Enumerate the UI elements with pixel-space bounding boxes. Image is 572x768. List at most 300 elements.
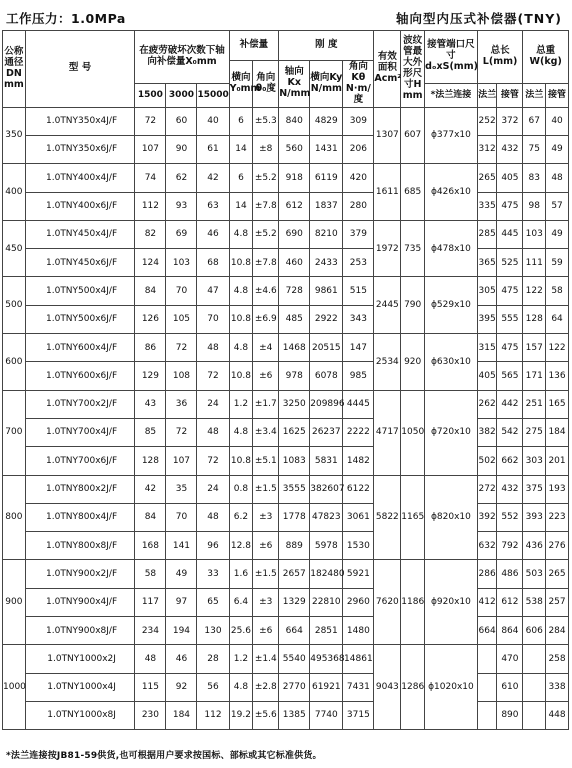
kx-cell: 485 [279,305,310,333]
kt-cell: 3061 [343,503,374,531]
pipe-cell: ϕ478x10 [425,220,478,277]
table-row [3,249,569,277]
f2-cell: 194 [166,617,197,645]
kx-cell: 690 [279,220,310,248]
length-flange-cell: 405 [477,362,497,390]
f3-cell: 63 [197,192,229,220]
length-flange-cell: 272 [477,475,497,503]
f3-cell: 47 [197,277,229,305]
y-cell: 14 [229,192,253,220]
weight-weld-cell: 49 [546,220,569,248]
ky-cell: 1837 [310,192,343,220]
t-cell: ±5.6 [253,701,279,729]
t-cell: ±5.2 [253,164,279,192]
weight-flange-cell: 606 [523,617,546,645]
f1-cell: 48 [135,645,166,673]
y-cell: 10.8 [229,305,253,333]
t-cell: ±3 [253,503,279,531]
weight-flange-cell: 111 [523,249,546,277]
header-lateral-stiffness: 横向Ky N/mm [310,61,343,108]
f2-cell: 141 [166,532,197,560]
ky-cell: 495368 [310,645,343,673]
header-cycles-3000: 3000 [166,83,197,107]
kx-cell: 5540 [279,645,310,673]
model-cell: 1.0TNY700x2J/F [25,390,135,418]
length-weld-cell: 555 [497,305,523,333]
area-cell: 1611 [374,164,401,221]
kx-cell: 728 [279,277,310,305]
kx-cell: 560 [279,135,310,163]
y-cell: 1.6 [229,560,253,588]
kx-cell: 1083 [279,447,310,475]
f2-cell: 103 [166,249,197,277]
od-cell: 1286 [401,645,425,730]
pipe-cell: ϕ630x10 [425,334,478,391]
length-weld-cell: 470 [497,645,523,673]
f3-cell: 24 [197,390,229,418]
table-row [3,645,569,673]
dn-cell: 800 [3,475,26,560]
area-cell: 7620 [374,560,401,645]
kt-cell: 2960 [343,588,374,616]
f1-cell: 124 [135,249,166,277]
f3-cell: 130 [197,617,229,645]
weight-flange-cell: 67 [523,107,546,135]
f1-cell: 58 [135,560,166,588]
length-flange-cell [477,701,497,729]
f3-cell: 70 [197,305,229,333]
table-row [3,107,569,135]
f1-cell: 126 [135,305,166,333]
f3-cell: 48 [197,418,229,446]
weight-flange-cell: 303 [523,447,546,475]
area-cell: 9043 [374,645,401,730]
weight-weld-cell: 338 [546,673,569,701]
f1-cell: 128 [135,447,166,475]
f1-cell: 74 [135,164,166,192]
f1-cell: 86 [135,334,166,362]
header-pipe-size: 接管端口尺寸dₒxS(mm) [425,31,478,84]
pipe-cell: ϕ720x10 [425,390,478,475]
t-cell: ±2.8 [253,673,279,701]
f3-cell: 48 [197,334,229,362]
y-cell: 14 [229,135,253,163]
f1-cell: 85 [135,418,166,446]
f1-cell: 84 [135,503,166,531]
kt-cell: 985 [343,362,374,390]
od-cell: 920 [401,334,425,391]
y-cell: 6.4 [229,588,253,616]
kx-cell: 1329 [279,588,310,616]
y-cell: 4.8 [229,220,253,248]
f3-cell: 46 [197,220,229,248]
kt-cell: 3715 [343,701,374,729]
weight-weld-cell: 122 [546,334,569,362]
pipe-cell: ϕ1020x10 [425,645,478,730]
t-cell: ±1.7 [253,390,279,418]
f3-cell: 96 [197,532,229,560]
area-cell: 2445 [374,277,401,334]
dn-cell: 600 [3,334,26,391]
ky-cell: 61921 [310,673,343,701]
model-cell: 1.0TNY900x8J/F [25,617,135,645]
table-row [3,532,569,560]
length-flange-cell: 312 [477,135,497,163]
header-dn: 公称通径DN mm [3,31,26,108]
f2-cell: 105 [166,305,197,333]
table-row [3,617,569,645]
kx-cell: 1778 [279,503,310,531]
weight-weld-cell: 284 [546,617,569,645]
weight-flange-cell: 436 [523,532,546,560]
kt-cell: 14861 [343,645,374,673]
weight-flange-cell: 503 [523,560,546,588]
length-weld-cell: 432 [497,135,523,163]
f3-cell: 56 [197,673,229,701]
length-flange-cell: 502 [477,447,497,475]
y-cell: 12.8 [229,532,253,560]
ky-cell: 209896 [310,390,343,418]
pipe-cell: ϕ820x10 [425,475,478,560]
model-cell: 1.0TNY400x6J/F [25,192,135,220]
model-cell: 1.0TNY800x8J/F [25,532,135,560]
header-flange-connection-note: *法兰连接 [425,83,478,107]
area-cell: 1972 [374,220,401,277]
y-cell: 6 [229,164,253,192]
t-cell: ±4 [253,334,279,362]
t-cell: ±6 [253,532,279,560]
working-pressure-label: 工作压力：1.0MPa [6,11,126,26]
kt-cell: 309 [343,107,374,135]
weight-flange-cell: 83 [523,164,546,192]
table-row [3,220,569,248]
weight-weld-cell: 257 [546,588,569,616]
t-cell: ±1.5 [253,560,279,588]
area-cell: 1307 [374,107,401,164]
od-cell: 1050 [401,390,425,475]
f1-cell: 112 [135,192,166,220]
ky-cell: 2433 [310,249,343,277]
length-weld-cell: 552 [497,503,523,531]
length-flange-cell: 412 [477,588,497,616]
f3-cell: 72 [197,362,229,390]
kx-cell: 460 [279,249,310,277]
kt-cell: 1482 [343,447,374,475]
length-weld-cell: 662 [497,447,523,475]
weight-weld-cell: 223 [546,503,569,531]
length-weld-cell: 792 [497,532,523,560]
length-flange-cell: 365 [477,249,497,277]
table-row [3,164,569,192]
y-cell: 1.2 [229,645,253,673]
length-weld-cell: 432 [497,475,523,503]
f1-cell: 82 [135,220,166,248]
kx-cell: 978 [279,362,310,390]
kt-cell: 379 [343,220,374,248]
ky-cell: 7740 [310,701,343,729]
f2-cell: 46 [166,645,197,673]
y-cell: 19.2 [229,701,253,729]
weight-flange-cell: 251 [523,390,546,418]
t-cell: ±4.6 [253,277,279,305]
pipe-cell: ϕ377x10 [425,107,478,164]
weight-flange-cell: 98 [523,192,546,220]
page-header [6,7,566,29]
dn-cell: 450 [3,220,26,277]
f3-cell: 28 [197,645,229,673]
kx-cell: 1468 [279,334,310,362]
length-flange-cell: 285 [477,220,497,248]
kx-cell: 1385 [279,701,310,729]
weight-weld-cell: 258 [546,645,569,673]
kt-cell: 253 [343,249,374,277]
f1-cell: 234 [135,617,166,645]
f1-cell: 43 [135,390,166,418]
t-cell: ±1.5 [253,475,279,503]
spec-table-body [3,107,569,730]
ky-cell: 9861 [310,277,343,305]
ky-cell: 5978 [310,532,343,560]
f3-cell: 33 [197,560,229,588]
ky-cell: 182480 [310,560,343,588]
f3-cell: 24 [197,475,229,503]
length-flange-cell: 382 [477,418,497,446]
dn-cell: 350 [3,107,26,164]
kt-cell: 2222 [343,418,374,446]
dn-cell: 400 [3,164,26,221]
f3-cell: 72 [197,447,229,475]
y-cell: 4.8 [229,334,253,362]
length-weld-cell: 475 [497,334,523,362]
model-cell: 1.0TNY900x4J/F [25,588,135,616]
weight-weld-cell: 40 [546,107,569,135]
model-cell: 1.0TNY1000x8J [25,701,135,729]
model-cell: 1.0TNY500x4J/F [25,277,135,305]
y-cell: 4.8 [229,277,253,305]
weight-flange-cell [523,673,546,701]
header-weight-weld: 接管 [546,83,569,107]
weight-weld-cell: 265 [546,560,569,588]
area-cell: 4717 [374,390,401,475]
weight-flange-cell: 157 [523,334,546,362]
length-weld-cell: 445 [497,220,523,248]
table-row [3,560,569,588]
kt-cell: 147 [343,334,374,362]
area-cell: 2534 [374,334,401,391]
length-flange-cell: 395 [477,305,497,333]
ky-cell: 4829 [310,107,343,135]
length-flange-cell: 315 [477,334,497,362]
table-row [3,418,569,446]
ky-cell: 26237 [310,418,343,446]
model-cell: 1.0TNY800x4J/F [25,503,135,531]
length-weld-cell: 475 [497,277,523,305]
table-row [3,192,569,220]
kx-cell: 664 [279,617,310,645]
f2-cell: 97 [166,588,197,616]
table-row [3,588,569,616]
model-cell: 1.0TNY1000x2J [25,645,135,673]
f2-cell: 93 [166,192,197,220]
header-axial-stiffness: 轴向Kx N/mm [279,61,310,108]
kt-cell: 5921 [343,560,374,588]
model-cell: 1.0TNY700x4J/F [25,418,135,446]
table-row [3,475,569,503]
f3-cell: 61 [197,135,229,163]
model-cell: 1.0TNY350x4J/F [25,107,135,135]
f3-cell: 48 [197,503,229,531]
y-cell: 4.8 [229,673,253,701]
header-weight-flange: 法兰 [523,83,546,107]
header-lateral-comp: 横向Y₀mm [229,61,253,108]
f2-cell: 70 [166,503,197,531]
t-cell: ±6 [253,362,279,390]
od-cell: 1186 [401,560,425,645]
y-cell: 4.8 [229,418,253,446]
length-flange-cell: 335 [477,192,497,220]
model-cell: 1.0TNY700x6J/F [25,447,135,475]
header-angular-comp: 角向θ₀度 [253,61,279,108]
dn-cell: 500 [3,277,26,334]
weight-weld-cell: 184 [546,418,569,446]
length-weld-cell: 890 [497,701,523,729]
kt-cell: 4445 [343,390,374,418]
length-flange-cell: 265 [477,164,497,192]
f1-cell: 72 [135,107,166,135]
length-weld-cell: 565 [497,362,523,390]
od-cell: 685 [401,164,425,221]
weight-flange-cell: 171 [523,362,546,390]
length-weld-cell: 442 [497,390,523,418]
t-cell: ±5.1 [253,447,279,475]
weight-weld-cell: 49 [546,135,569,163]
od-cell: 1165 [401,475,425,560]
f2-cell: 70 [166,277,197,305]
od-cell: 735 [401,220,425,277]
y-cell: 25.6 [229,617,253,645]
ky-cell: 20515 [310,334,343,362]
table-row [3,447,569,475]
f1-cell: 230 [135,701,166,729]
length-weld-cell: 486 [497,560,523,588]
f2-cell: 62 [166,164,197,192]
header-angular-stiffness: 角向Kθ N·m/度 [343,61,374,108]
weight-flange-cell: 375 [523,475,546,503]
pipe-cell: ϕ920x10 [425,560,478,645]
weight-weld-cell: 201 [546,447,569,475]
kt-cell: 343 [343,305,374,333]
f2-cell: 49 [166,560,197,588]
length-weld-cell: 405 [497,164,523,192]
y-cell: 6.2 [229,503,253,531]
model-cell: 1.0TNY1000x4J [25,673,135,701]
kx-cell: 612 [279,192,310,220]
model-cell: 1.0TNY350x6J/F [25,135,135,163]
od-cell: 607 [401,107,425,164]
table-row [3,362,569,390]
ky-cell: 2851 [310,617,343,645]
y-cell: 10.8 [229,249,253,277]
model-cell: 1.0TNY900x2J/F [25,560,135,588]
header-effective-area: 有效面积Acm² [374,31,401,108]
t-cell: ±3.4 [253,418,279,446]
kt-cell: 420 [343,164,374,192]
table-row [3,277,569,305]
dn-cell: 900 [3,560,26,645]
weight-weld-cell: 165 [546,390,569,418]
length-weld-cell: 612 [497,588,523,616]
header-fatigue: 在疲劳破坏次数下轴向补偿量X₀mm [135,31,229,84]
weight-weld-cell: 276 [546,532,569,560]
ky-cell: 1431 [310,135,343,163]
kt-cell: 1480 [343,617,374,645]
header-max-od: 波纹管最大外形尺寸H mm [401,31,425,108]
weight-flange-cell: 103 [523,220,546,248]
kx-cell: 3250 [279,390,310,418]
length-flange-cell: 392 [477,503,497,531]
kx-cell: 3555 [279,475,310,503]
length-weld-cell: 864 [497,617,523,645]
header-cycles-1500: 1500 [135,83,166,107]
length-flange-cell: 262 [477,390,497,418]
header-total-length: 总长L(mm) [477,31,523,84]
y-cell: 10.8 [229,362,253,390]
weight-weld-cell: 64 [546,305,569,333]
model-cell: 1.0TNY450x4J/F [25,220,135,248]
footnote: *法兰连接按JB81-59供货,也可根据用户要求按国标、部标或其它标准供货。 [6,751,322,761]
ky-cell: 47823 [310,503,343,531]
length-flange-cell: 664 [477,617,497,645]
weight-weld-cell: 48 [546,164,569,192]
table-row [3,503,569,531]
dn-cell: 1000 [3,645,26,730]
y-cell: 1.2 [229,390,253,418]
spec-table [2,30,569,730]
kt-cell: 280 [343,192,374,220]
t-cell: ±3 [253,588,279,616]
length-weld-cell: 475 [497,192,523,220]
t-cell: ±5.2 [253,220,279,248]
weight-flange-cell: 128 [523,305,546,333]
weight-flange-cell: 393 [523,503,546,531]
model-cell: 1.0TNY450x6J/F [25,249,135,277]
f2-cell: 36 [166,390,197,418]
f2-cell: 90 [166,135,197,163]
model-cell: 1.0TNY600x6J/F [25,362,135,390]
f1-cell: 42 [135,475,166,503]
page-title: 轴向型内压式补偿器(TNY) [396,11,562,26]
kx-cell: 1625 [279,418,310,446]
t-cell: ±5.3 [253,107,279,135]
dn-cell: 700 [3,390,26,475]
model-cell: 1.0TNY600x4J/F [25,334,135,362]
kx-cell: 2657 [279,560,310,588]
t-cell: ±7.8 [253,249,279,277]
f2-cell: 72 [166,418,197,446]
table-row [3,305,569,333]
f2-cell: 184 [166,701,197,729]
table-row [3,334,569,362]
length-flange-cell: 305 [477,277,497,305]
kt-cell: 1530 [343,532,374,560]
weight-weld-cell: 57 [546,192,569,220]
kt-cell: 515 [343,277,374,305]
f2-cell: 72 [166,334,197,362]
ky-cell: 22810 [310,588,343,616]
pipe-cell: ϕ529x10 [425,277,478,334]
length-flange-cell [477,645,497,673]
length-weld-cell: 525 [497,249,523,277]
